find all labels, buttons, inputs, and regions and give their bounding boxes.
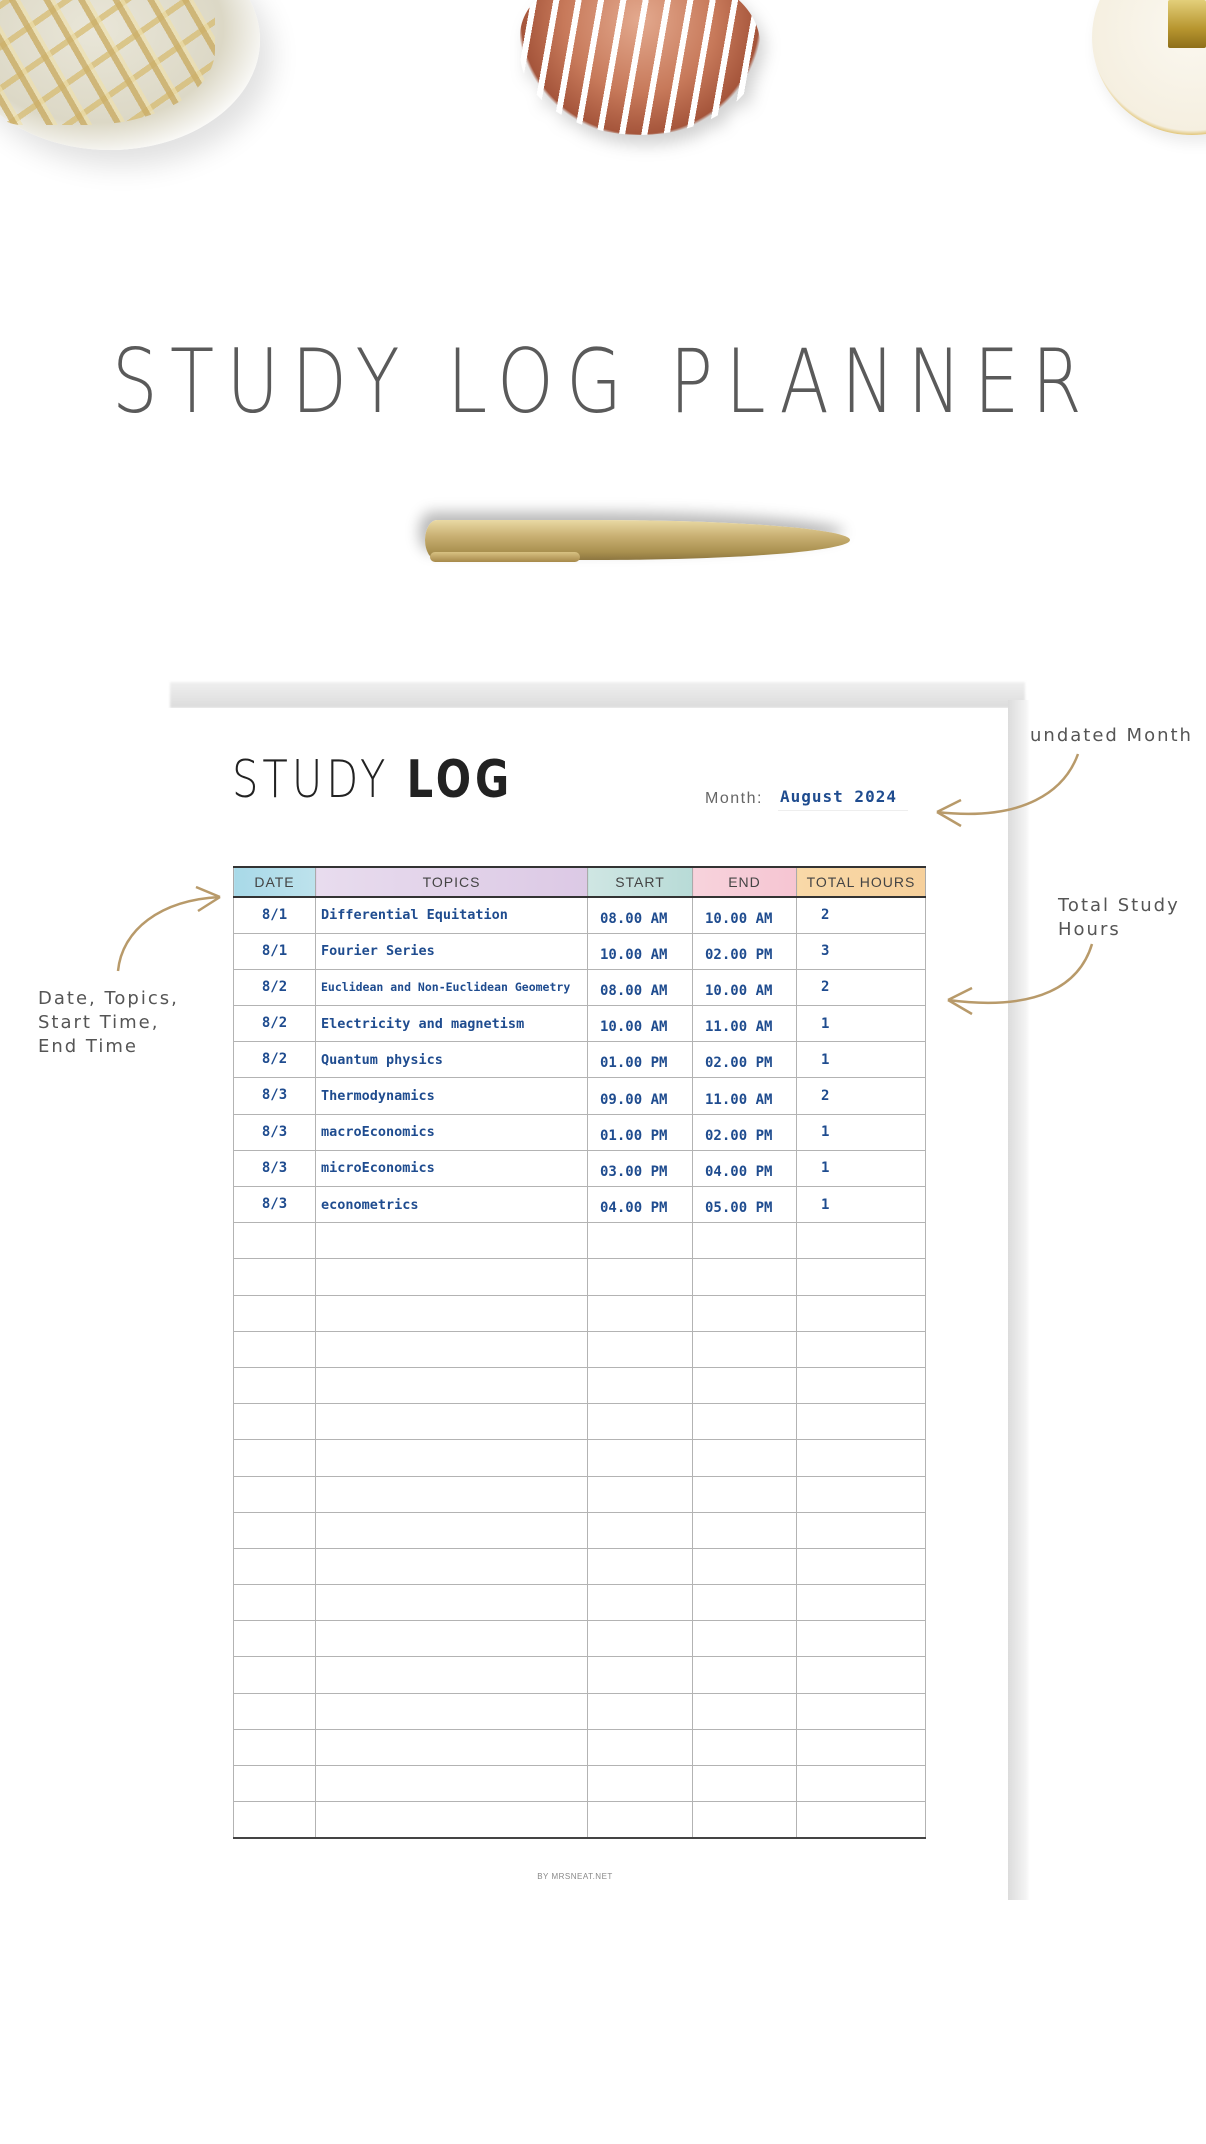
end-cell[interactable] (693, 1476, 797, 1512)
date-cell[interactable] (234, 1404, 316, 1440)
total-hours-cell[interactable]: 1 (797, 1006, 926, 1042)
end-cell[interactable]: 04.00 PM (693, 1150, 797, 1186)
sheet-title (232, 750, 513, 810)
date-cell[interactable] (234, 1367, 316, 1403)
total-hours-cell[interactable] (797, 1657, 926, 1693)
total-hours-cell[interactable] (797, 1693, 926, 1729)
date-cell[interactable] (234, 1512, 316, 1548)
topic-cell[interactable]: Thermodynamics (316, 1078, 588, 1114)
binder-clip-image (1168, 0, 1206, 48)
total-hours-cell[interactable]: 1 (797, 1150, 926, 1186)
end-cell[interactable] (693, 1223, 797, 1259)
start-cell[interactable] (588, 1657, 693, 1693)
total-hours-cell[interactable]: 3 (797, 933, 926, 969)
arrow-icon-fields (110, 885, 225, 975)
end-cell[interactable] (693, 1621, 797, 1657)
topic-cell[interactable] (316, 1223, 588, 1259)
end-cell[interactable]: 02.00 PM (693, 933, 797, 969)
table-row-empty (234, 1729, 926, 1765)
table-row (234, 1078, 926, 1114)
topic-cell[interactable]: microEconomics (316, 1150, 588, 1186)
date-cell[interactable] (234, 1585, 316, 1621)
end-cell[interactable] (693, 1548, 797, 1584)
date-cell[interactable] (234, 1729, 316, 1765)
total-hours-cell[interactable] (797, 1367, 926, 1403)
header-total-hours: TOTAL HOURS (797, 867, 926, 897)
end-cell[interactable] (693, 1657, 797, 1693)
start-cell[interactable] (588, 1331, 693, 1367)
total-hours-cell[interactable] (797, 1259, 926, 1295)
date-cell[interactable]: 8/3 (234, 1150, 316, 1186)
end-cell[interactable] (693, 1693, 797, 1729)
page-title: STUDY LOG PLANNER (111, 330, 1095, 433)
end-cell[interactable] (693, 1259, 797, 1295)
topic-cell[interactable] (316, 1802, 588, 1838)
annotation-fields-line1: Date, Topics, (38, 988, 179, 1009)
total-hours-cell[interactable] (797, 1512, 926, 1548)
date-cell[interactable]: 8/2 (234, 969, 316, 1005)
annotation-total-hours-line2: Hours (1058, 919, 1121, 940)
total-hours-cell[interactable]: 1 (797, 1042, 926, 1078)
date-cell[interactable] (234, 1766, 316, 1802)
arrow-icon-month (925, 750, 1085, 830)
total-hours-cell[interactable] (797, 1223, 926, 1259)
start-cell[interactable] (588, 1367, 693, 1403)
start-cell[interactable] (588, 1585, 693, 1621)
start-cell[interactable] (588, 1440, 693, 1476)
total-hours-cell[interactable]: 1 (797, 1114, 926, 1150)
topic-cell[interactable]: econometrics (316, 1187, 588, 1223)
table-row-empty (234, 1585, 926, 1621)
sheet-shadow-right (1008, 700, 1030, 1900)
total-hours-cell[interactable] (797, 1295, 926, 1331)
annotation-undated-month: undated Month (1030, 725, 1193, 746)
topic-cell[interactable] (316, 1512, 588, 1548)
date-cell[interactable] (234, 1440, 316, 1476)
topic-cell[interactable] (316, 1621, 588, 1657)
start-cell[interactable] (588, 1404, 693, 1440)
annotation-total-hours (1058, 894, 1180, 942)
topic-cell[interactable]: Quantum physics (316, 1042, 588, 1078)
study-log-table (233, 866, 926, 1839)
date-cell[interactable]: 8/1 (234, 933, 316, 969)
start-cell[interactable]: 08.00 AM (588, 969, 693, 1005)
start-cell[interactable] (588, 1548, 693, 1584)
end-cell[interactable] (693, 1585, 797, 1621)
start-cell[interactable]: 03.00 PM (588, 1150, 693, 1186)
date-cell[interactable]: 8/3 (234, 1187, 316, 1223)
total-hours-cell[interactable] (797, 1802, 926, 1838)
total-hours-cell[interactable] (797, 1585, 926, 1621)
table-row-empty (234, 1367, 926, 1403)
end-cell[interactable]: 10.00 AM (693, 897, 797, 933)
topic-cell[interactable] (316, 1404, 588, 1440)
end-cell[interactable] (693, 1512, 797, 1548)
table-row-empty (234, 1223, 926, 1259)
date-cell[interactable] (234, 1295, 316, 1331)
topic-cell[interactable] (316, 1331, 588, 1367)
table-header-row (234, 867, 926, 897)
table-row (234, 933, 926, 969)
start-cell[interactable]: 01.00 PM (588, 1042, 693, 1078)
date-cell[interactable] (234, 1223, 316, 1259)
end-cell[interactable]: 02.00 PM (693, 1042, 797, 1078)
topic-cell[interactable] (316, 1440, 588, 1476)
end-cell[interactable] (693, 1331, 797, 1367)
total-hours-cell[interactable]: 1 (797, 1187, 926, 1223)
date-cell[interactable] (234, 1548, 316, 1584)
total-hours-cell[interactable] (797, 1548, 926, 1584)
table-row (234, 1114, 926, 1150)
footer-credit: BY MRSNEAT.NET (537, 1872, 613, 1881)
start-cell[interactable] (588, 1621, 693, 1657)
annotation-fields (38, 987, 179, 1059)
sheet-shadow (170, 682, 1025, 708)
annotation-fields-line2: Start Time, (38, 1012, 160, 1033)
start-cell[interactable]: 04.00 PM (588, 1187, 693, 1223)
table-row (234, 897, 926, 933)
topic-cell[interactable] (316, 1295, 588, 1331)
table-row-empty (234, 1259, 926, 1295)
date-cell[interactable]: 8/2 (234, 1042, 316, 1078)
table-row (234, 969, 926, 1005)
end-cell[interactable]: 10.00 AM (693, 969, 797, 1005)
end-cell[interactable] (693, 1766, 797, 1802)
end-cell[interactable] (693, 1802, 797, 1838)
month-underline (778, 810, 908, 811)
topic-cell[interactable]: macroEconomics (316, 1114, 588, 1150)
table-row-empty (234, 1476, 926, 1512)
topic-cell[interactable] (316, 1259, 588, 1295)
header-date: DATE (234, 867, 316, 897)
table-row-empty (234, 1331, 926, 1367)
topic-cell[interactable] (316, 1476, 588, 1512)
table-row-empty (234, 1621, 926, 1657)
topic-cell[interactable]: Fourier Series (316, 933, 588, 969)
table-row (234, 1042, 926, 1078)
header-start: START (588, 867, 693, 897)
table-row-empty (234, 1512, 926, 1548)
topic-cell[interactable]: Differential Equitation (316, 897, 588, 933)
start-cell[interactable] (588, 1729, 693, 1765)
end-cell[interactable] (693, 1404, 797, 1440)
monstera-leaf-image (520, 0, 760, 135)
end-cell[interactable] (693, 1367, 797, 1403)
end-cell[interactable] (693, 1440, 797, 1476)
total-hours-cell[interactable]: 2 (797, 1078, 926, 1114)
table-row (234, 1006, 926, 1042)
start-cell[interactable] (588, 1766, 693, 1802)
start-cell[interactable]: 08.00 AM (588, 897, 693, 933)
table-row-empty (234, 1404, 926, 1440)
date-cell[interactable] (234, 1657, 316, 1693)
table-row-empty (234, 1766, 926, 1802)
topic-cell[interactable] (316, 1548, 588, 1584)
start-cell[interactable] (588, 1693, 693, 1729)
annotation-total-hours-line1: Total Study (1058, 895, 1180, 916)
start-cell[interactable] (588, 1223, 693, 1259)
topic-cell[interactable] (316, 1729, 588, 1765)
end-cell[interactable]: 02.00 PM (693, 1114, 797, 1150)
date-cell[interactable] (234, 1693, 316, 1729)
total-hours-cell[interactable] (797, 1766, 926, 1802)
start-cell[interactable] (588, 1512, 693, 1548)
start-cell[interactable]: 09.00 AM (588, 1078, 693, 1114)
topic-cell[interactable] (316, 1766, 588, 1802)
arrow-icon-hours (940, 940, 1100, 1020)
annotation-fields-line3: End Time (38, 1036, 138, 1057)
sheet-title-bold: LOG (406, 750, 514, 810)
table-row-empty (234, 1802, 926, 1838)
header-topics: TOPICS (316, 867, 588, 897)
start-cell[interactable] (588, 1802, 693, 1838)
date-cell[interactable] (234, 1259, 316, 1295)
total-hours-cell[interactable]: 2 (797, 897, 926, 933)
start-cell[interactable]: 10.00 AM (588, 1006, 693, 1042)
topic-cell[interactable]: Euclidean and Non-Euclidean Geometry (316, 969, 588, 1005)
table-row-empty (234, 1657, 926, 1693)
end-cell[interactable]: 11.00 AM (693, 1006, 797, 1042)
start-cell[interactable] (588, 1259, 693, 1295)
end-cell[interactable]: 11.00 AM (693, 1078, 797, 1114)
end-cell[interactable] (693, 1295, 797, 1331)
table-row-empty (234, 1548, 926, 1584)
total-hours-cell[interactable] (797, 1729, 926, 1765)
table-row-empty (234, 1693, 926, 1729)
topic-cell[interactable] (316, 1367, 588, 1403)
header-end: END (693, 867, 797, 897)
topic-cell[interactable] (316, 1657, 588, 1693)
end-cell[interactable]: 05.00 PM (693, 1187, 797, 1223)
table-row-empty (234, 1295, 926, 1331)
total-hours-cell[interactable] (797, 1404, 926, 1440)
date-cell[interactable] (234, 1476, 316, 1512)
start-cell[interactable] (588, 1476, 693, 1512)
month-field[interactable]: August 2024 (780, 787, 897, 806)
table-row-empty (234, 1440, 926, 1476)
month-label: Month: (705, 790, 763, 807)
sheet-title-light: STUDY (232, 750, 390, 810)
start-cell[interactable] (588, 1295, 693, 1331)
date-cell[interactable] (234, 1802, 316, 1838)
date-cell[interactable]: 8/1 (234, 897, 316, 933)
topic-cell[interactable] (316, 1693, 588, 1729)
total-hours-cell[interactable] (797, 1476, 926, 1512)
date-cell[interactable] (234, 1331, 316, 1367)
table-row (234, 1187, 926, 1223)
total-hours-cell[interactable] (797, 1621, 926, 1657)
date-cell[interactable]: 8/3 (234, 1078, 316, 1114)
start-cell[interactable]: 01.00 PM (588, 1114, 693, 1150)
pen-clip-image (430, 552, 580, 562)
total-hours-cell[interactable]: 2 (797, 969, 926, 1005)
topic-cell[interactable] (316, 1585, 588, 1621)
start-cell[interactable]: 10.00 AM (588, 933, 693, 969)
total-hours-cell[interactable] (797, 1331, 926, 1367)
date-cell[interactable]: 8/2 (234, 1006, 316, 1042)
end-cell[interactable] (693, 1729, 797, 1765)
total-hours-cell[interactable] (797, 1440, 926, 1476)
date-cell[interactable] (234, 1621, 316, 1657)
date-cell[interactable]: 8/3 (234, 1114, 316, 1150)
table-row (234, 1150, 926, 1186)
topic-cell[interactable]: Electricity and magnetism (316, 1006, 588, 1042)
